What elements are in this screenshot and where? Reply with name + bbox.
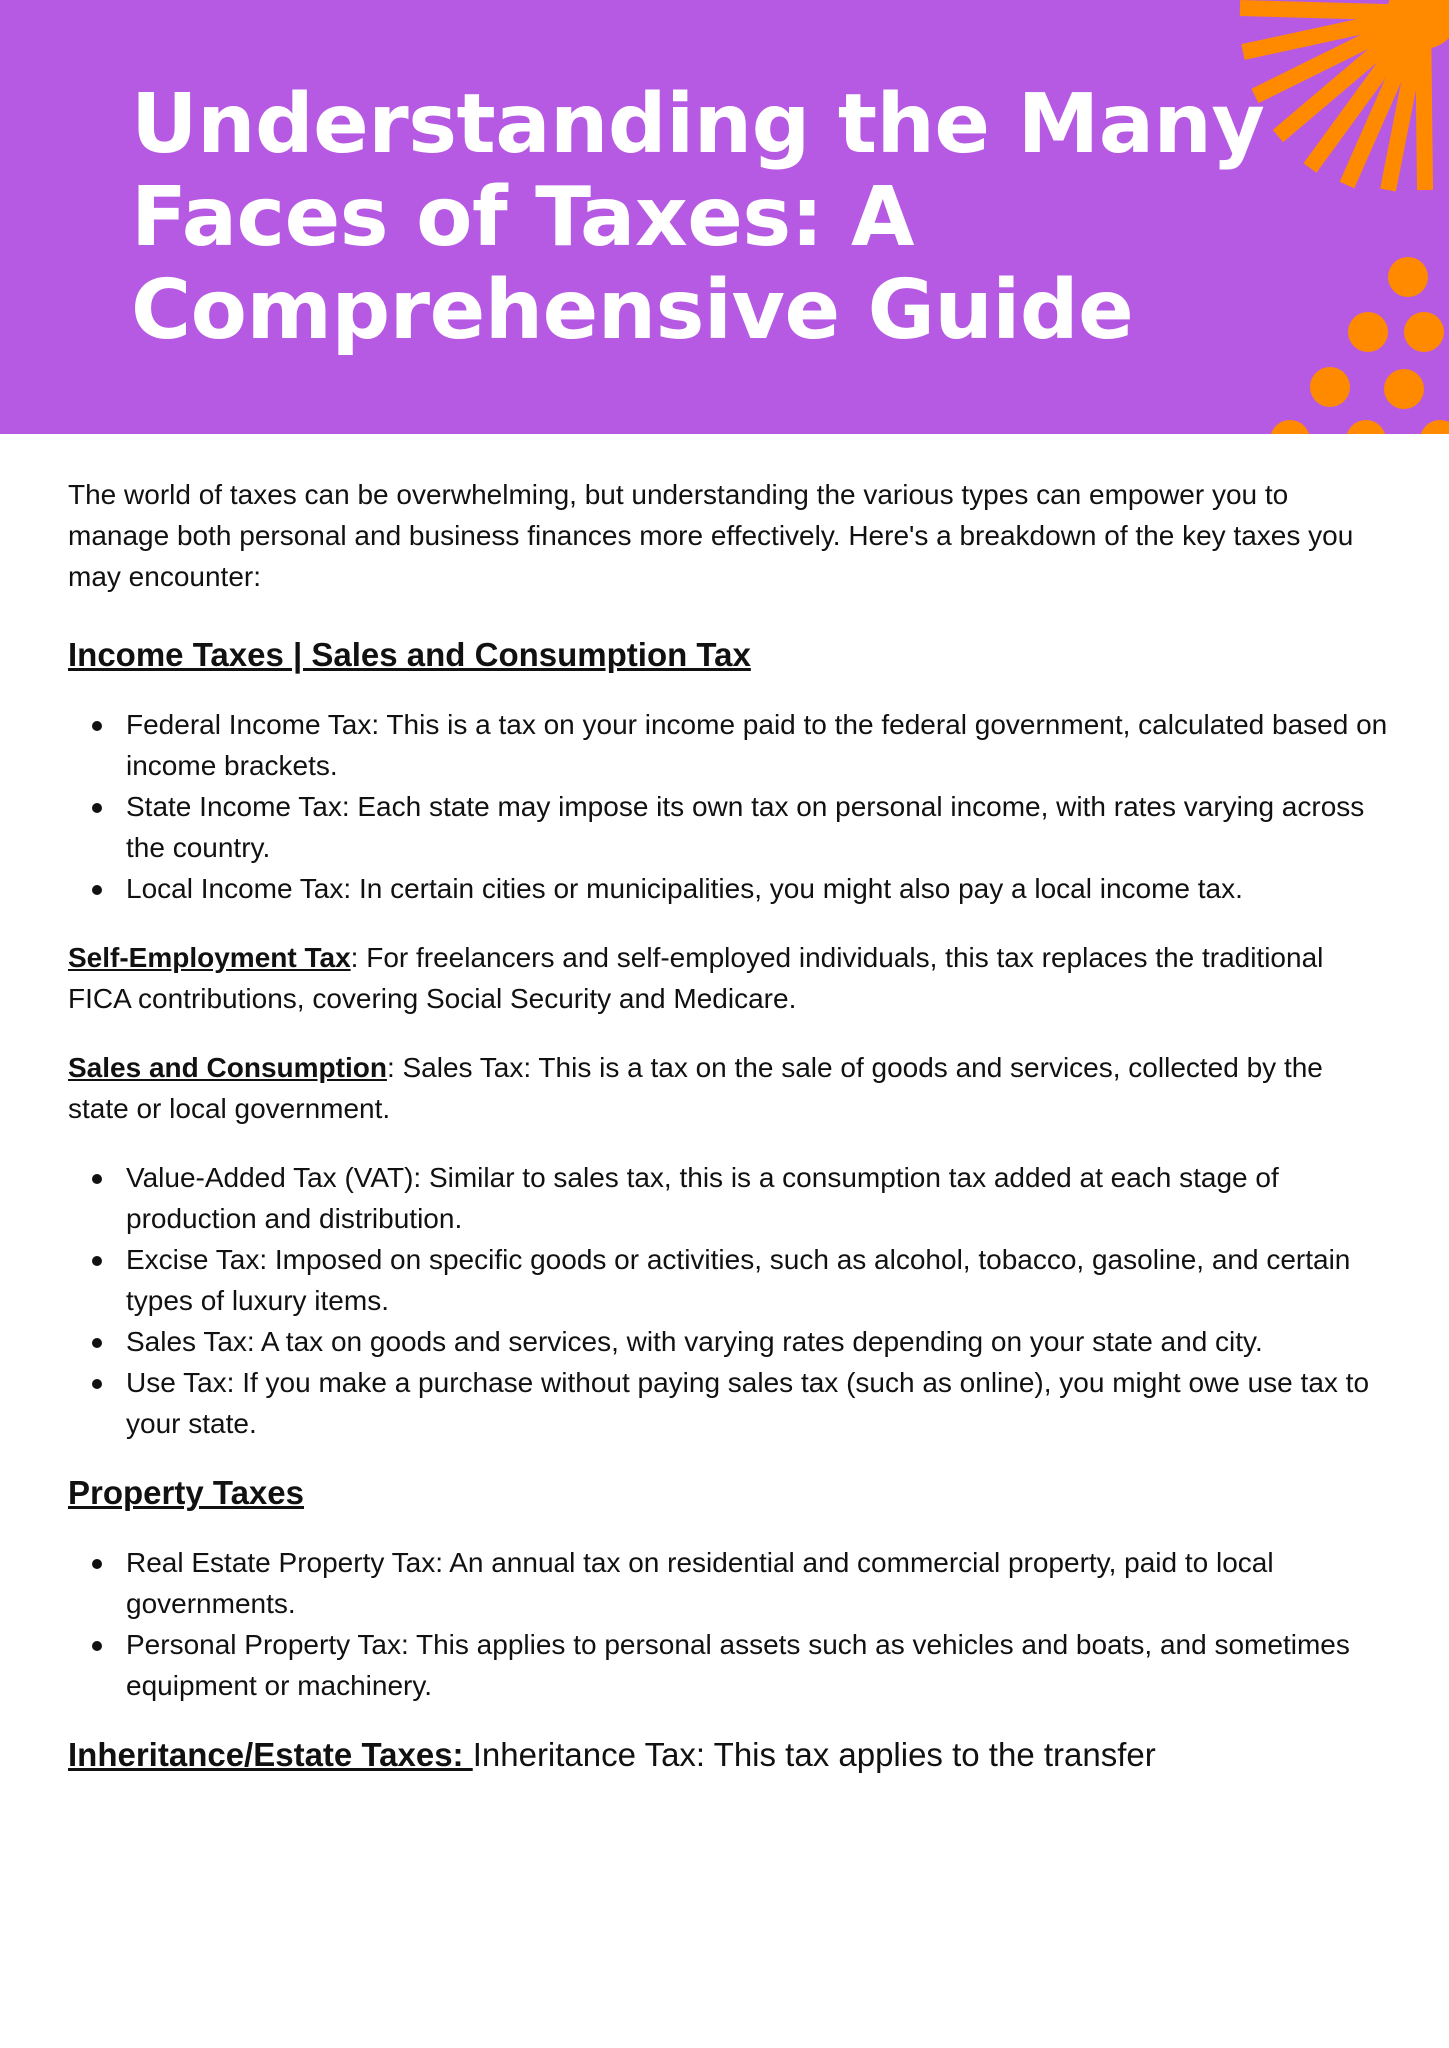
title-line: Comprehensive Guide: [131, 263, 1134, 358]
list-item: Sales Tax: A tax on goods and services, with varying rates depending on your state and city.: [68, 1321, 1388, 1362]
list-item: Personal Property Tax: This applies to personal assets such as vehicles and boats, and sometimes equipment or machinery.: [68, 1624, 1388, 1706]
inheritance-paragraph: [68, 1734, 1388, 1776]
income-taxes-list: [68, 704, 1388, 909]
document-body: [68, 474, 1388, 1776]
title-line: Understanding the Many: [131, 77, 1265, 172]
header-banner: [0, 0, 1449, 434]
intro-paragraph: The world of taxes can be overwhelming, but understanding the various types can empower you to manage both personal and business finances more effectively. Here's a breakdown of the key taxes you may encounter:: [68, 479, 1354, 592]
inheritance-text: Inheritance Tax: This tax applies to the transfer: [472, 1736, 1156, 1773]
title-line: Faces of Taxes: A: [131, 170, 914, 265]
property-taxes-heading: Property Taxes: [68, 1474, 304, 1511]
list-item: Excise Tax: Imposed on specific goods or activities, such as alcohol, tobacco, gasoline, and certain types of luxury items.: [68, 1239, 1388, 1321]
list-item: Use Tax: If you make a purchase without paying sales tax (such as online), you might owe use tax to your state.: [68, 1362, 1388, 1444]
page-title: [131, 78, 1311, 357]
self-employment-paragraph: [68, 937, 1388, 1019]
income-taxes-heading: Income Taxes | Sales and Consumption Tax: [68, 636, 751, 673]
sales-paragraph: [68, 1047, 1388, 1129]
sales-text: : Sales Tax: This is a tax on the sale of goods and services, collected by the state or local government.: [68, 1052, 1323, 1124]
list-item: State Income Tax: Each state may impose its own tax on personal income, with rates varying across the country.: [68, 786, 1388, 868]
property-taxes-list: [68, 1542, 1388, 1706]
self-employment-label: Self-Employment Tax: [68, 942, 351, 973]
list-item: Real Estate Property Tax: An annual tax on residential and commercial property, paid to local governments.: [68, 1542, 1388, 1624]
sales-label: Sales and Consumption: [68, 1052, 387, 1083]
sales-taxes-list: [68, 1157, 1388, 1444]
self-employment-text: : For freelancers and self-employed individuals, this tax replaces the traditional FICA contributions, covering Social Security and Medicare.: [68, 942, 1324, 1014]
list-item: Local Income Tax: In certain cities or municipalities, you might also pay a local income tax.: [68, 868, 1388, 909]
inheritance-label: Inheritance/Estate Taxes:: [68, 1736, 473, 1773]
list-item: Federal Income Tax: This is a tax on your income paid to the federal government, calculated based on income brackets.: [68, 704, 1388, 786]
list-item: Value-Added Tax (VAT): Similar to sales tax, this is a consumption tax added at each stage of production and distribution.: [68, 1157, 1388, 1239]
